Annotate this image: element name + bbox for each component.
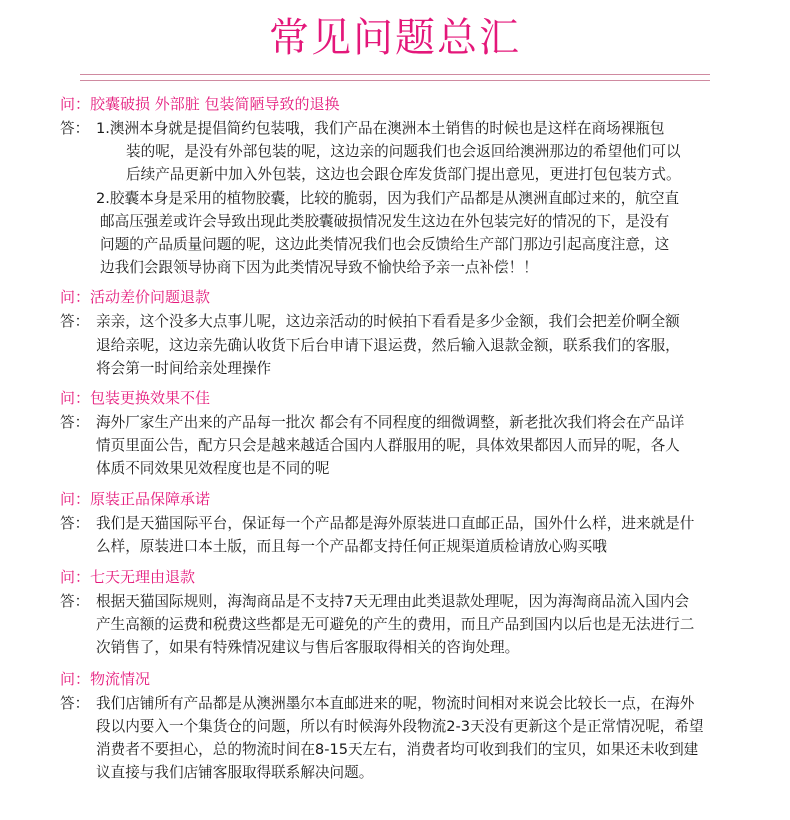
- faq-gap: [60, 481, 775, 489]
- answer-prefix: 答：: [60, 593, 90, 611]
- question-text: 问：物流情况: [60, 669, 151, 688]
- faq-list: [60, 94, 775, 784]
- faq-gap: [60, 279, 775, 287]
- answer-body: [96, 692, 775, 785]
- faq-item-logistics: [60, 669, 775, 785]
- answer-line: 段以内要入一个集货仓的问题，所以有时候海外段物流2-3天没有更新这个是正常情况呢，希望: [96, 717, 704, 735]
- answer-line: 海外厂家生产出来的产品每一批次 都会有不同程度的细微调整，新老批次我们将会在产品详: [96, 414, 685, 432]
- title-divider-top: [80, 74, 710, 75]
- answer-line: 根据天猫国际规则，海淘商品是不支持7天无理由此类退款处理呢，因为海淘商品流入国内会: [96, 593, 690, 611]
- answer-line: 体质不同效果见效程度也是不同的呢: [96, 460, 330, 478]
- question-text: 问：原装正品保障承诺: [60, 489, 211, 508]
- answer-body: [96, 512, 775, 558]
- answer-line: 亲亲，这个没多大点事儿呢，这边亲活动的时候拍下看看是多少金额，我们会把差价啊全额: [96, 313, 680, 331]
- answer: [60, 512, 775, 558]
- faq-gap: [60, 558, 775, 567]
- answer-prefix: 答：: [60, 120, 90, 137]
- question-text: 问：包装更换效果不佳: [60, 389, 211, 408]
- title-divider-bottom: [80, 80, 710, 81]
- faq-item-authenticity: [60, 489, 775, 558]
- answer-prefix: 答：: [60, 514, 90, 532]
- answer-line: 将会第一时间给亲处理操作: [96, 359, 272, 377]
- answer-line: 情页里面公告，配方只会是越来越适合国内人群服用的呢，具体效果都因人而异的呢，各人: [96, 437, 680, 455]
- faq-item-packaging-change: [60, 388, 775, 481]
- answer: [60, 310, 775, 380]
- answer-line: 邮高压强差或许会导致出现此类胶囊破损情况发生这边在外包装完好的情况的下，是没有: [100, 212, 670, 230]
- faq-item-price-difference: [60, 287, 775, 380]
- answer-line: 产生高额的运费和税费这些都是无可避免的产生的费用，而且产品到国内以后也是无法进行二: [96, 616, 695, 634]
- answer-line: 边我们会跟领导协商下因为此类情况导致不愉快给予亲一点补偿！！: [100, 259, 538, 277]
- answer-body: [96, 590, 775, 660]
- answer-prefix: 答：: [60, 313, 90, 331]
- answer-line: 么样，原装进口本土版，而且每一个产品都支持任何正规渠道质检请放心购买哦: [96, 537, 607, 555]
- question-text: 问：胶囊破损 外部脏 包装简陋导致的退换: [60, 95, 340, 113]
- answer-body: [96, 411, 775, 481]
- answer-line: 消费者不要担心，总的物流时间在8-15天左右，消费者均可收到我们的宝贝，如果还未收到建: [96, 741, 699, 759]
- faq-gap: [60, 660, 775, 669]
- answer-body: [96, 310, 775, 380]
- answer-line: 1.澳洲本身就是提倡简约包装哦，我们产品在澳洲本土销售的时候也是这样在商场裸瓶包: [96, 120, 665, 137]
- answer-line: 问题的产品质量问题的呢，这边此类情况我们也会反馈给生产部门那边引起高度注意，这: [100, 236, 670, 254]
- faq-item-damaged-capsules: [60, 94, 775, 279]
- answer-prefix: 答：: [60, 414, 90, 432]
- answer: [60, 411, 775, 481]
- answer: [60, 117, 775, 279]
- answer-body: [96, 117, 775, 279]
- answer-line: 2.胶囊本身是采用的植物胶囊，比较的脆弱，因为我们产品都是从澳洲直邮过来的，航空直: [96, 189, 680, 207]
- answer-line: 退给亲呢，这边亲先确认收货下后台申请下退运费，然后输入退款金额，联系我们的客服，: [96, 336, 680, 354]
- faq-gap: [60, 380, 775, 388]
- answer-line: 次销售了，如果有特殊情况建议与售后客服取得相关的咨询处理。: [96, 639, 520, 657]
- faq-item-seven-day-refund: [60, 567, 775, 660]
- question-text: 问：七天无理由退款: [60, 568, 196, 587]
- answer-prefix: 答：: [60, 694, 90, 712]
- answer: [60, 692, 775, 785]
- answer-line: 后续产品更新中加入外包装，这边也会跟仓库发货部门提出意见，更进打包包装方式。: [126, 166, 681, 184]
- answer-line: 我们店铺所有产品都是从澳洲墨尔本直邮进来的呢，物流时间相对来说会比较长一点，在海外: [96, 694, 695, 712]
- question-text: 问：活动差价问题退款: [60, 288, 211, 307]
- page-title: 常见问题总汇: [269, 15, 521, 61]
- answer-line: 我们是天猫国际平台，保证每一个产品都是海外原装进口直邮正品，国外什么样，进来就是什: [96, 514, 695, 532]
- answer-line: 装的呢，是没有外部包装的呢，这边亲的问题我们也会返回给澳洲那边的希望他们可以: [126, 143, 681, 161]
- answer: [60, 590, 775, 660]
- answer-line: 议直接与我们店铺客服取得联系解决问题。: [96, 764, 374, 782]
